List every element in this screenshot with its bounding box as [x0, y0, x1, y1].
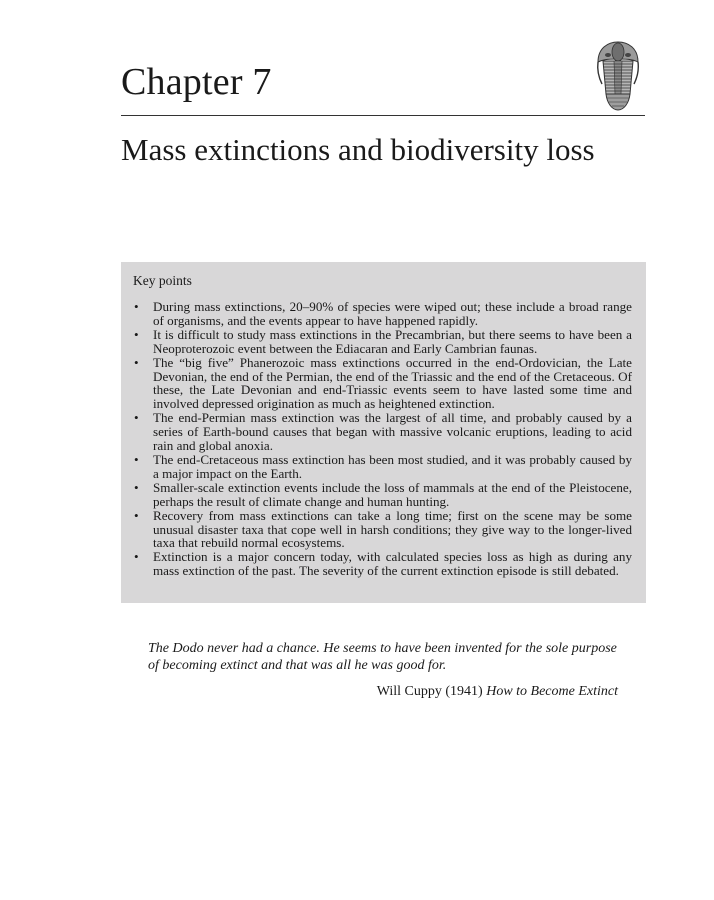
list-item: • During mass extinctions, 20–90% of species were wiped out; these include a broad range of organisms, and the events appear to have happened rapidly. — [134, 299, 632, 328]
epigraph-author: Will Cuppy (1941) — [376, 684, 483, 699]
epigraph-attribution — [377, 683, 618, 700]
key-points-list — [133, 300, 632, 578]
epigraph-quote: The Dodo never had a chance. He seems to have been invented for the sole purpose of becoming extinct and that was all he was good for. — [148, 641, 617, 673]
list-item: • Smaller-scale extinction events include the loss of mammals at the end of the Pleistocene, perhaps the result of climate change and human hunting. — [134, 479, 632, 509]
list-item: • The “big five” Phanerozoic mass extinctions occurred in the end-Ordovician, the Late Devonian, the end of the Permian, the end of the Triassic and the end of the Cretaceous. Of these, the Late Devonian and end-Triassic events seem to have lasted some time and involved depressed origination as much as heightened extinction. — [134, 354, 632, 412]
list-item: • The end-Cretaceous mass extinction has been most studied, and it was probably caused by a major impact on the Earth. — [134, 451, 632, 481]
list-item: • Extinction is a major concern today, with calculated species loss as high as during any mass extinction of the past. The severity of the current extinction episode is still debated. — [134, 549, 632, 579]
header-rule — [121, 115, 645, 116]
chapter-title: Mass extinctions and biodiversity loss — [121, 132, 595, 167]
trilobite-icon — [594, 40, 642, 112]
epigraph-book: How to Become Extinct — [486, 684, 618, 699]
key-points-box — [121, 262, 646, 603]
chapter-label: Chapter 7 — [121, 61, 272, 103]
key-points-heading: Key points — [133, 273, 192, 288]
list-item: • Recovery from mass extinctions can take a long time; first on the scene may be some unusual disaster taxa that cope well in harsh conditions; they give way to the longer-lived taxa that rebuild normal ecosystems. — [134, 507, 632, 551]
list-item: • The end-Permian mass extinction was the largest of all time, and probably caused by a series of Earth-bound causes that began with massive volcanic eruptions, leading to acid rain and global anoxia. — [134, 410, 632, 454]
list-item: • It is difficult to study mass extinctions in the Precambrian, but there seems to have been a Neoproterozoic event between the Ediacaran and Early Cambrian faunas. — [134, 326, 632, 356]
